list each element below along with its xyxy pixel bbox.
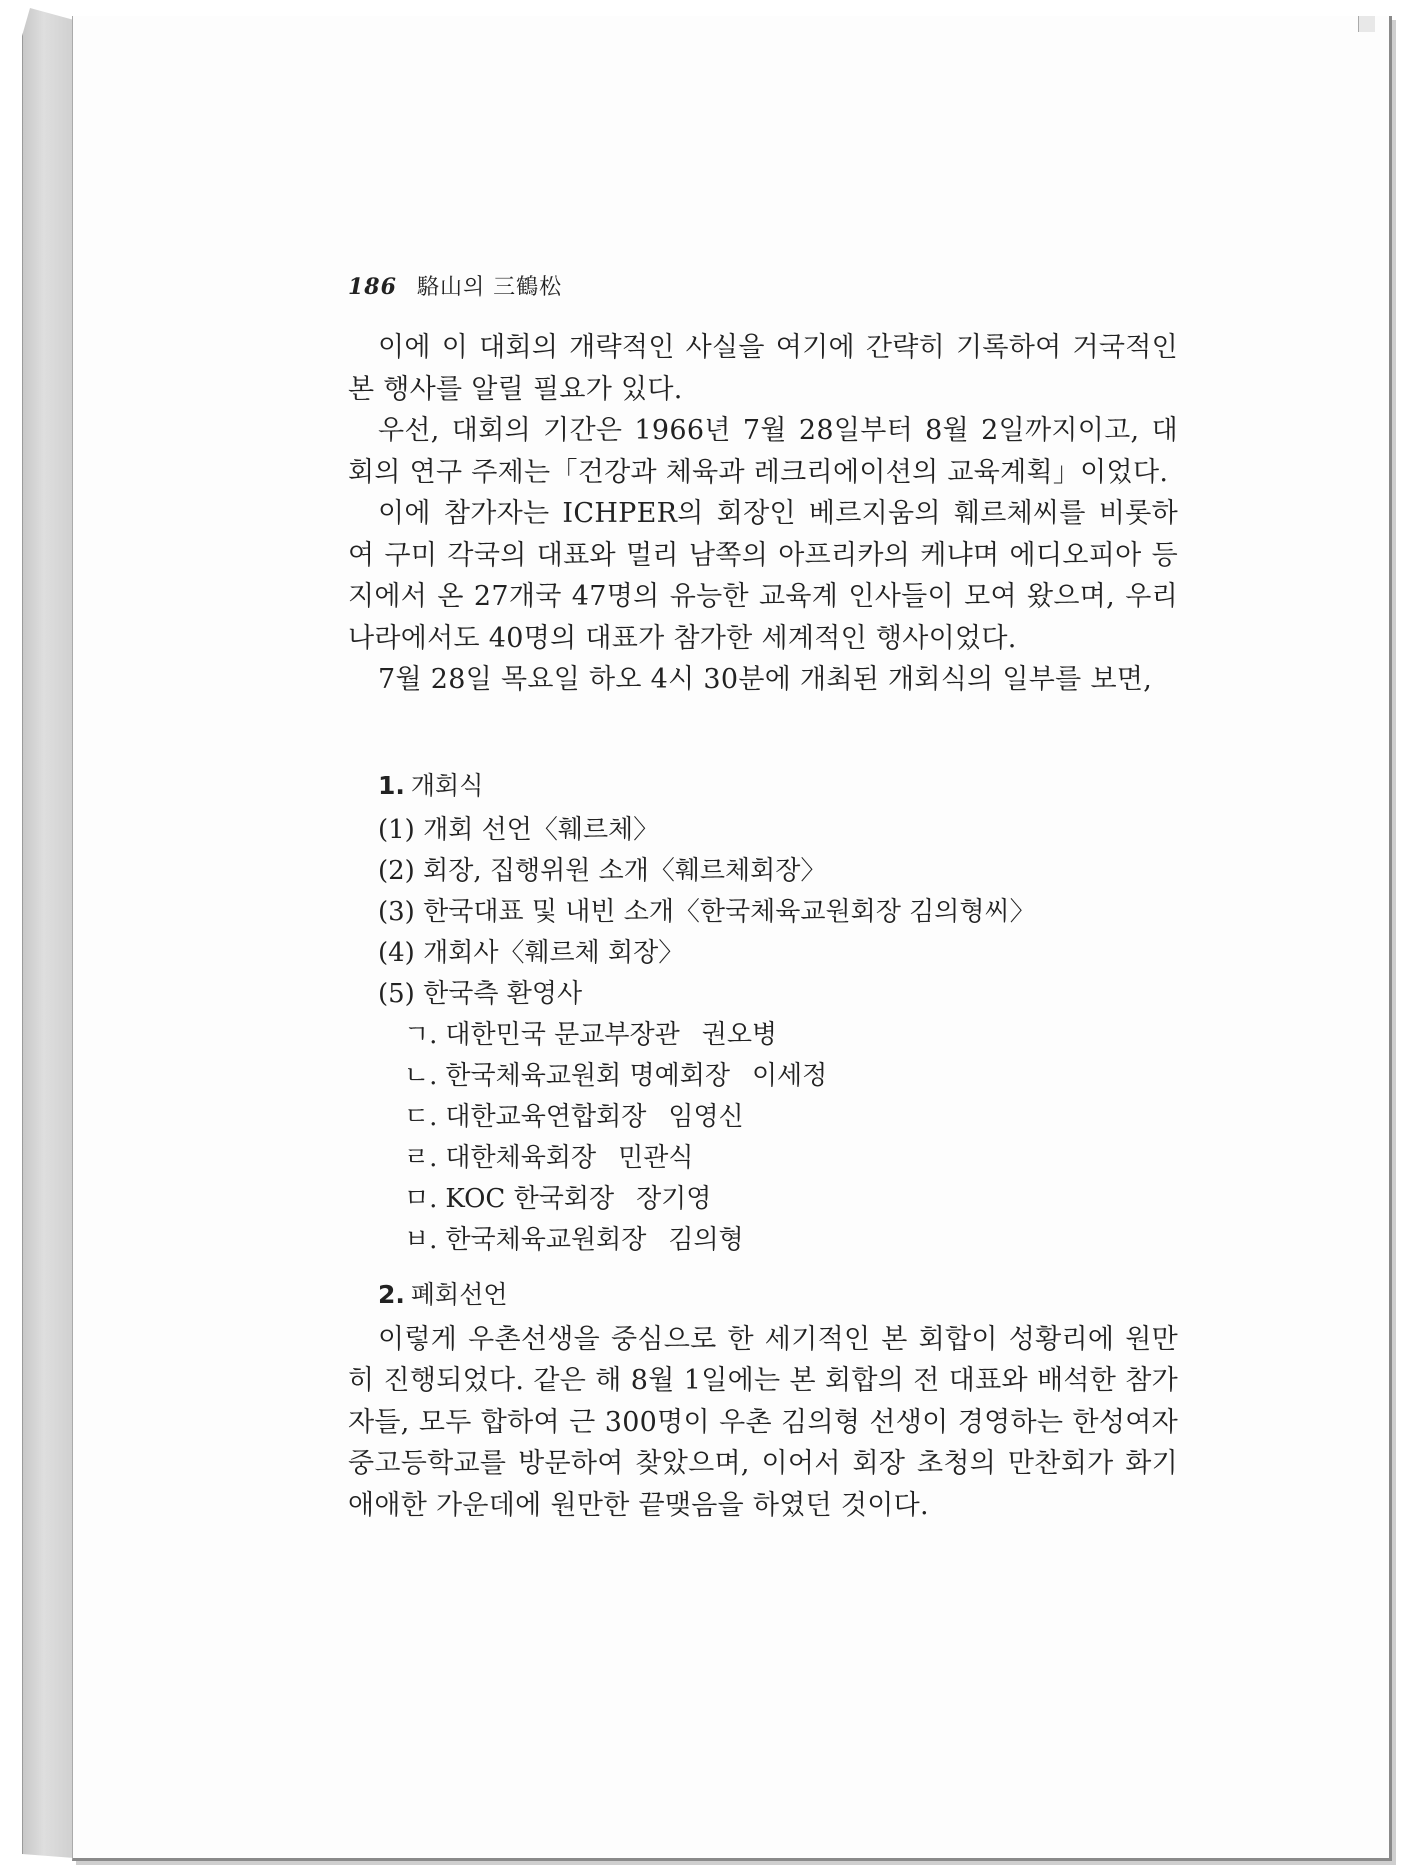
sub-list-item: [404, 1015, 1178, 1056]
page-number: 186: [348, 274, 397, 300]
book-spine: [22, 8, 75, 1858]
sub-item-role: KOC 한국회장: [445, 1183, 615, 1214]
sub-list-item: [404, 1220, 1178, 1261]
list-item: (4) 개회사〈훼르체 회장〉: [378, 937, 685, 968]
list-item: (1) 개회 선언〈훼르체〉: [378, 814, 660, 845]
list-item: (2) 회장, 집행위원 소개〈훼르체회장〉: [378, 855, 827, 886]
sub-item-role: 한국체육교원회 명예회장: [445, 1060, 730, 1091]
paragraph: 우선, 대회의 기간은 1966년 7월 28일부터 8월 2일까지이고, 대회의 연구 주제는「건강과 체육과 레크리에이션의 교육계획」이었다.: [348, 415, 1178, 488]
sub-item-marker: ㄱ.: [404, 1019, 438, 1050]
sub-list-item: [404, 1138, 1178, 1179]
sub-item-name: 임영신: [668, 1101, 744, 1132]
sub-item-name: 장기영: [636, 1183, 712, 1214]
sub-item-role: 대한민국 문교부장관: [445, 1019, 680, 1050]
running-title: 駱山의 三鶴松: [416, 275, 563, 300]
section-heading: [378, 1275, 1178, 1315]
sub-item-marker: ㅂ.: [404, 1224, 438, 1255]
sub-item-marker: ㄹ.: [404, 1142, 438, 1173]
paragraph: 7월 28일 목요일 하오 4시 30분에 개최된 개회식의 일부를 보면,: [378, 664, 1153, 695]
running-head: [348, 270, 1178, 301]
page-corner: [1358, 16, 1375, 32]
sub-item-name: 김의형: [668, 1224, 744, 1255]
sub-list-item: [404, 1097, 1178, 1138]
sub-item-marker: ㄷ.: [404, 1101, 438, 1132]
section-title: 개회식: [410, 770, 484, 800]
sub-item-name: 권오병: [701, 1019, 778, 1050]
list-item: (5) 한국측 환영사: [378, 978, 583, 1009]
section-title: 폐회선언: [410, 1279, 508, 1309]
sub-item-name: 이세정: [751, 1060, 828, 1091]
paragraph: 이에 이 대회의 개략적인 사실을 여기에 간략히 기록하여 거국적인 본 행사를 알릴 필요가 있다.: [348, 332, 1178, 405]
page-content: [348, 270, 1178, 1526]
section-heading: [378, 766, 1178, 806]
sub-item-role: 한국체육교원회장: [445, 1224, 647, 1255]
paragraph: 이에 참가자는 ICHPER의 회장인 베르지움의 훼르체씨를 비롯하여 구미 각국의 대표와 멀리 남쪽의 아프리카의 케냐며 에디오피아 등지에서 온 27개국 47명의 유능한 교육계 인사들이 모여 왔으며, 우리 나라에서도 40명의 대표가 참가한 세계적인 행사이었다.: [348, 498, 1178, 654]
sub-list-item: [404, 1056, 1178, 1097]
section-number: 1.: [378, 770, 405, 800]
sub-item-marker: ㅁ.: [404, 1183, 438, 1214]
section-number: 2.: [378, 1279, 405, 1309]
sub-list-item: [404, 1179, 1178, 1220]
section-gap: [348, 701, 1178, 756]
sub-item-name: 민관식: [618, 1142, 694, 1173]
sub-item-role: 대한체육회장: [445, 1142, 597, 1173]
list-item: (3) 한국대표 및 내빈 소개〈한국체육교원회장 김의형씨〉: [378, 896, 1036, 927]
sub-item-marker: ㄴ.: [404, 1060, 438, 1091]
paragraph: 이렇게 우촌선생을 중심으로 한 세기적인 본 회합이 성황리에 원만히 진행되었다. 같은 해 8월 1일에는 본 회합의 전 대표와 배석한 참가자들, 모두 합하여 근 300명이 우촌 김의형 선생이 경영하는 한성여자중고등학교를 방문하여 찾았으며, 이어서 회장 초청의 만찬회가 화기애애한 가운데에 원만한 끝맺음을 하였던 것이다.: [348, 1323, 1178, 1521]
sub-item-role: 대한교육연합회장: [445, 1101, 647, 1132]
